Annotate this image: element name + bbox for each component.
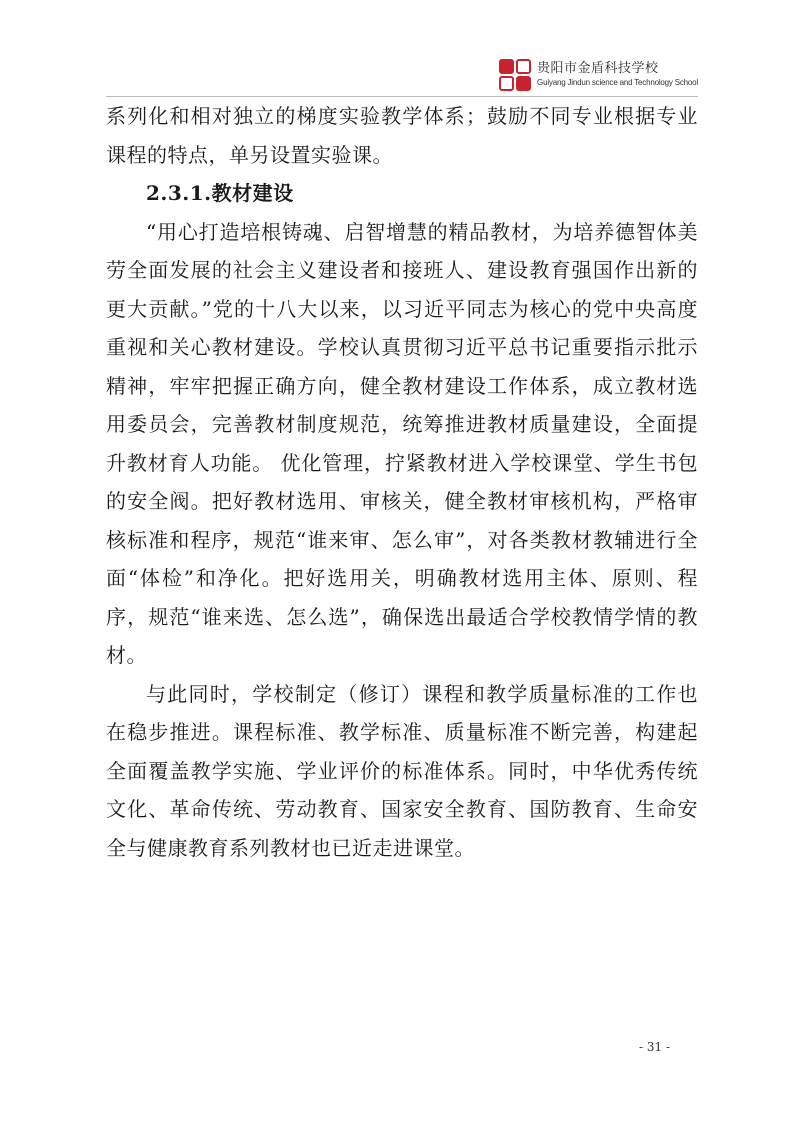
school-name-en: Guiyang Jindun science and Technology School <box>537 78 698 88</box>
school-name-cn: 贵阳市金盾科技学校 <box>537 60 659 76</box>
paragraph-textbook-construction: “用心打造培根铸魂、启智增慧的精品教材，为培养德智体美劳全面发展的社会主义建设者和接班人、建设教育强国作出新的更大贡献。”党的十八大以来，以习近平同志为核心的党中央高度重视和关心教材建设。学校认真贯彻习近平总书记重要指示批示精神，牢牢把握正确方向，健全教材建设工作体系，成立教材选用委员会，完善教材制度规范，统筹推进教材质量建设，全面提升教材育人功能。 优化管理，拧紧教材进入学校课堂、学生书包的安全阀。把好教材选用、审核关，健全教材审核机构，严格审核标准和程序，规范“谁来审、怎么审”，对各类教材教辅进行全面“体检”和净化。把好选用关，明确教材选用主体、原则、程序，规范“谁来选、怎么选”，确保选出最适合学校教情学情的教材。 <box>106 219 698 667</box>
page-number: - 31 - <box>638 1040 670 1054</box>
paragraph-continued: 系列化和相对独立的梯度实验教学体系；鼓励不同专业根据专业课程的特点，单另设置实验课。 <box>106 104 698 167</box>
document-body <box>106 97 698 867</box>
school-seal-logo <box>499 59 531 91</box>
page-header <box>499 58 698 92</box>
paragraph-standards: 与此同时，学校制定（修订）课程和教学质量标准的工作也在稳步推进。课程标准、教学标准、质量标准不断完善，构建起全面覆盖教学实施、学业评价的标准体系。同时，中华优秀传统文化、革命传统、劳动教育、国家安全教育、国防教育、生命安全与健康教育系列教材也已近走进课堂。 <box>106 681 698 860</box>
school-name-block <box>537 62 698 88</box>
section-heading: 2.3.1.教材建设 <box>146 181 294 205</box>
page-footer <box>0 1036 794 1055</box>
